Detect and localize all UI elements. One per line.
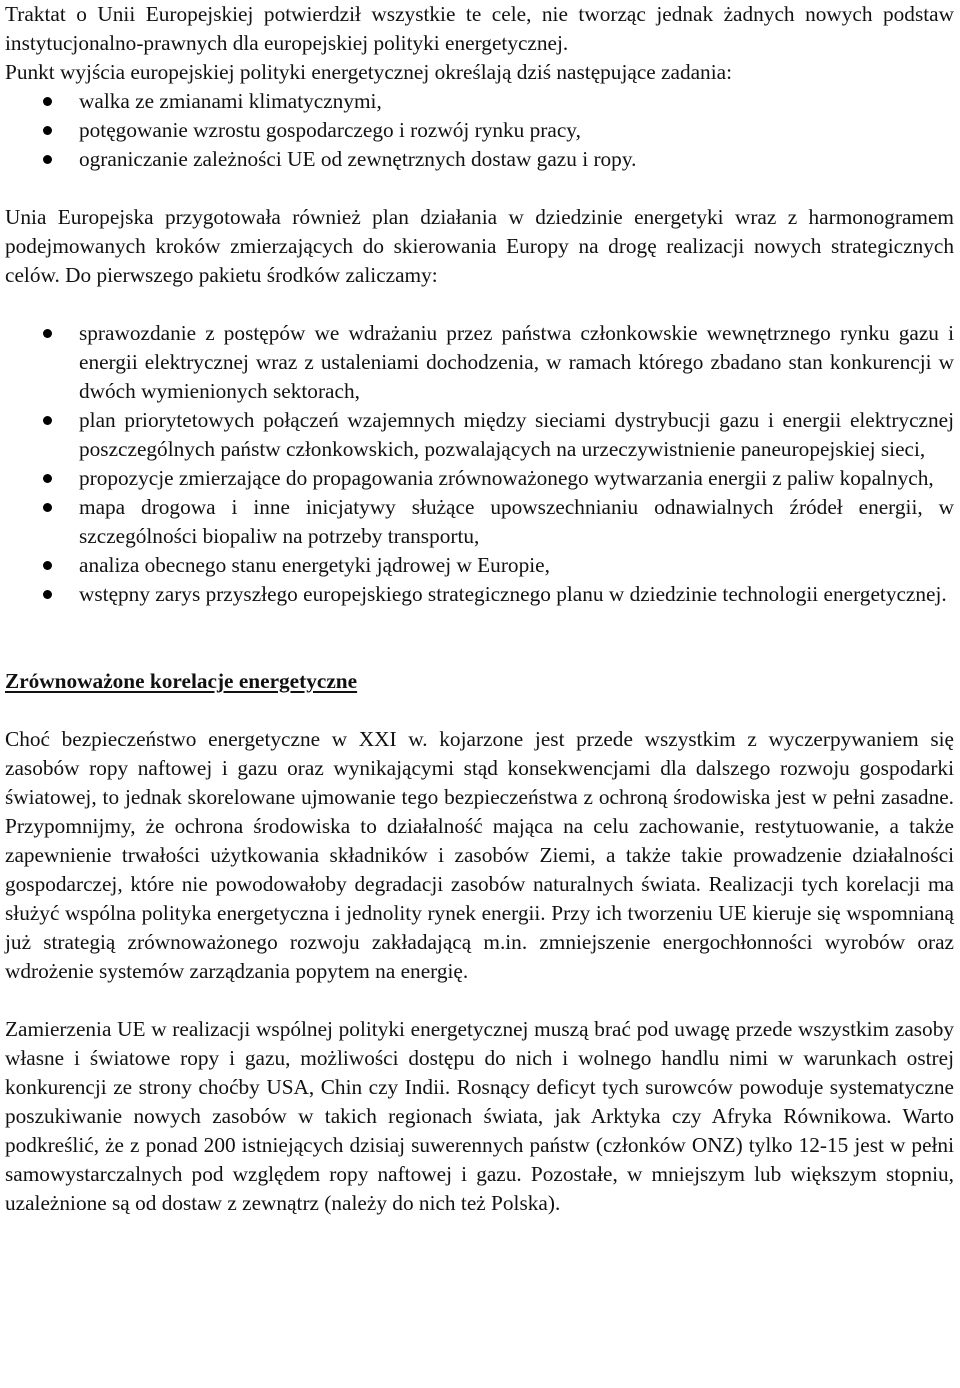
list-item-text: analiza obecnego stanu energetyki jądrowej w Europie, [79,553,550,577]
section-paragraph: Zamierzenia UE w realizacji wspólnej polityki energetycznej muszą brać pod uwagę przede wszystkim zasoby własne i światowe ropy i gazu, możliwości dostępu do nich i wolnego handlu nimi w warunkach ostrej konkurencji ze strony choćby USA, Chin czy Indii. Rosnący deficyt tych surowców powoduje systematyczne poszukiwanie nowych zasobów w takich regionach świata, jak Arktyka czy Afryka Równikowa. Warto podkreślić, że z ponad 200 istniejących dzisiaj suwerennych państw (członków ONZ) tylko 12-15 jest w pełni samowystarczalnych pod względem ropy naftowej i gazu. Pozostałe, w mniejszym lub większym stopniu, uzależnione są od dostaw z zewnątrz (należy do nich też Polska). [5,1017,954,1215]
list-item [5,319,954,406]
list-item-text: sprawozdanie z postępów we wdrażaniu przez państwa członkowskie wewnętrznego rynku gazu i energii elektrycznej wraz z ustaleniami dochodzenia, w ramach którego zbadano stan konkurencji w dwóch wymienionych sektorach, [79,321,954,403]
list-item [5,464,954,493]
spacer [5,986,954,1015]
tasks-intro-paragraph: Punkt wyjścia europejskiej polityki energetycznej określają dziś następujące zadania: [5,60,732,84]
list-item-text: potęgowanie wzrostu gospodarczego i rozwój rynku pracy, [79,118,581,142]
section-paragraph: Choć bezpieczeństwo energetyczne w XXI w. kojarzone jest przede wszystkim z wyczerpywaniem się zasobów ropy naftowej i gazu oraz wynikającymi stąd konsekwencjami dla dalszego rozwoju gospodarki światowej, to jednak skorelowane ujmowanie tego bezpieczeństwa z ochroną środowiska jest w pełni zasadne. Przypomnijmy, że ochrona środowiska to działalność mająca na celu zachowanie, restytuowanie, a także zapewnienie trwałości użytkowania składników i zasobów Ziemi, a także takie prowadzenie działalności gospodarczej, które nie powodowałoby degradacji zasobów naturalnych świata. Realizacji tych korelacji ma służyć wspólna polityka energetyczna i jednolity rynek energii. Przy ich tworzeniu UE kieruje się wspomnianą już strategią zrównoważonego rozwoju zakładającą m.in. zmniejszenie energochłonności wyrobów oraz wdrożenie systemów zarządzania popytem na energię. [5,727,954,983]
plan-paragraph: Unia Europejska przygotowała również plan działania w dziedzinie energetyki wraz z harmonogramem podejmowanych kroków zmierzających do skierowania Europy na drogę realizacji nowych strategicznych celów. Do pierwszego pakietu środków zaliczamy: [5,205,954,287]
tasks-list [5,87,954,174]
bullet-icon [43,474,52,483]
list-item-text: ograniczanie zależności UE od zewnętrznych dostaw gazu i ropy. [79,147,637,171]
measures-list [5,319,954,609]
list-item [5,580,954,609]
list-item-text: wstępny zarys przyszłego europejskiego strategicznego planu w dziedzinie technologii energetycznej. [79,582,947,606]
list-item-text: propozycje zmierzające do propagowania zrównoważonego wytwarzania energii z paliw kopalnych, [79,466,934,490]
section-heading: Zrównoważone korelacje energetyczne [5,669,358,693]
bullet-icon [43,126,52,135]
list-item [5,406,954,464]
bullet-icon [43,561,52,570]
bullet-icon [43,503,52,512]
list-item-text: mapa drogowa i inne inicjatywy służące upowszechnianiu odnawialnych źródeł energii, w szczególności biopaliw na potrzeby transportu, [79,495,954,548]
list-item [5,87,954,116]
list-item [5,551,954,580]
spacer [5,174,954,203]
list-item [5,145,954,174]
spacer [5,609,954,667]
bullet-icon [43,155,52,164]
spacer [5,290,954,319]
bullet-icon [43,97,52,106]
spacer [5,696,954,725]
list-item-text: walka ze zmianami klimatycznymi, [79,89,382,113]
list-item-text: plan priorytetowych połączeń wzajemnych między sieciami dystrybucji gazu i energii elektrycznej poszczególnych państw członkowskich, pozwalających na urzeczywistnienie paneuropejskiej sieci, [79,408,954,461]
bullet-icon [43,329,52,338]
bullet-icon [43,416,52,425]
intro-paragraph: Traktat o Unii Europejskiej potwierdził wszystkie te cele, nie tworząc jednak żadnych nowych podstaw instytucjonalno-prawnych dla europejskiej polityki energetycznej. [5,2,954,55]
list-item [5,116,954,145]
list-item [5,493,954,551]
bullet-icon [43,590,52,599]
